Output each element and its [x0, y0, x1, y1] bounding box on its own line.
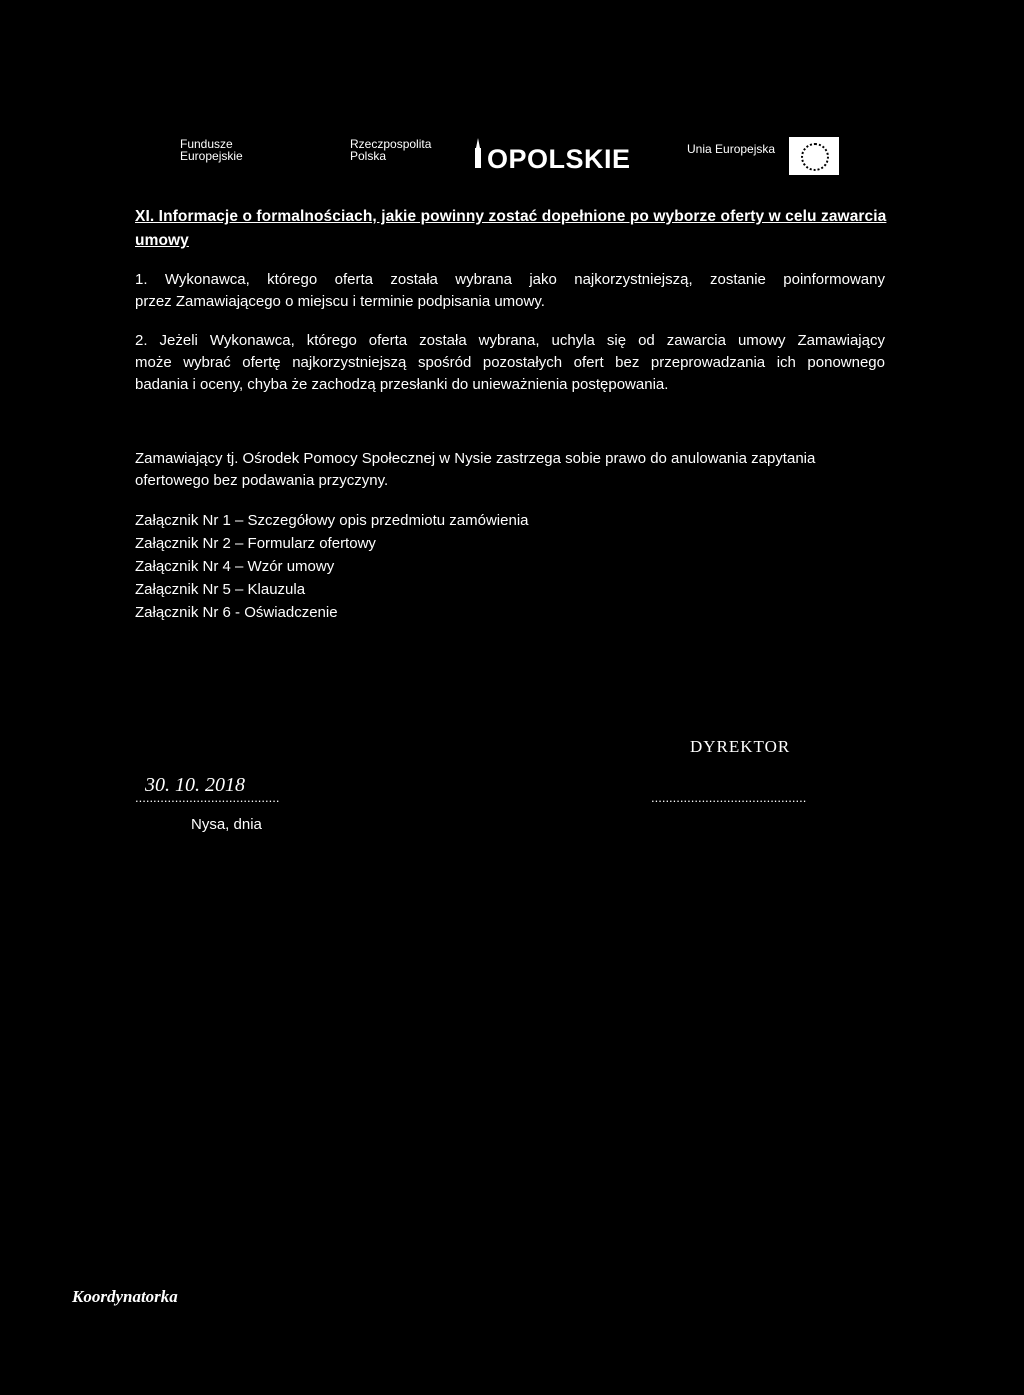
notice-line2: ofertowego bez podawania przyczyny.: [135, 472, 389, 489]
eu-flag-icon: [789, 137, 839, 175]
logo-fundusze-line1: Fundusze: [180, 137, 233, 151]
paragraph-1-line1: 1. Wykonawca, którego oferta została wybrana jako najkorzystniejszą, zostanie poinformowany: [135, 271, 885, 288]
logo-opolskie: OPOLSKIE: [487, 144, 631, 174]
paragraph-2: [135, 330, 885, 396]
attachment-item: Załącznik Nr 4 – Wzór umowy: [135, 558, 335, 575]
stamp-text: Koordynatorka: [72, 1287, 178, 1306]
paragraph-2-line1: 2. Jeżeli Wykonawca, którego oferta została wybrana, uchyla się od zawarcia umowy Zamawiający: [135, 332, 885, 349]
logo-fundusze-europejskie: [180, 138, 243, 162]
notice: [135, 448, 875, 492]
signature-dotted-line: ...........................................: [651, 790, 807, 805]
paragraph-1-line2: przez Zamawiającego o miejscu i terminie podpisania umowy.: [135, 293, 545, 310]
notice-line1: Zamawiający tj. Ośrodek Pomocy Społecznej w Nysie zastrzega sobie prawo do anulowania zapytania: [135, 450, 816, 467]
logo-rzeczpospolita-polska: [350, 138, 431, 162]
section-heading-line1: XI. Informacje o formalnościach, jakie powinny zostać dopełnione po wyborze oferty w celu zawarcia: [135, 208, 887, 225]
attachment-item: Załącznik Nr 5 – Klauzula: [135, 581, 306, 598]
logo-fundusze-line2: Europejskie: [180, 149, 243, 163]
attachment-item: Załącznik Nr 2 – Formularz ofertowy: [135, 535, 376, 552]
section-heading: [135, 208, 895, 226]
handwritten-date: 30. 10. 2018: [145, 774, 245, 796]
director-title: DYREKTOR: [690, 737, 791, 756]
date-dotted-line: ........................................: [135, 790, 280, 805]
opolskie-tower-icon: [474, 138, 482, 168]
attachments-list: [135, 509, 529, 624]
logo-rzeczpospolita-line2: Polska: [350, 149, 387, 163]
place-date-label: Nysa, dnia: [191, 816, 262, 833]
attachment-item: Załącznik Nr 1 – Szczegółowy opis przedmiotu zamówienia: [135, 512, 529, 529]
paragraph-2-line3: badania i oceny, chyba że zachodzą przesłanki do unieważnienia postępowania.: [135, 376, 669, 393]
logo-unia-europejska-label: Unia Europejska: [687, 142, 776, 156]
logo-rzeczpospolita-line1: Rzeczpospolita: [350, 137, 432, 151]
section-heading-line2: umowy: [135, 232, 189, 249]
paragraph-1: [135, 269, 885, 313]
attachment-item: Załącznik Nr 6 - Oświadczenie: [135, 604, 338, 621]
paragraph-2-line2: może wybrać ofertę najkorzystniejszą spośród pozostałych ofert bez przeprowadzania ich ponownego: [135, 354, 885, 371]
